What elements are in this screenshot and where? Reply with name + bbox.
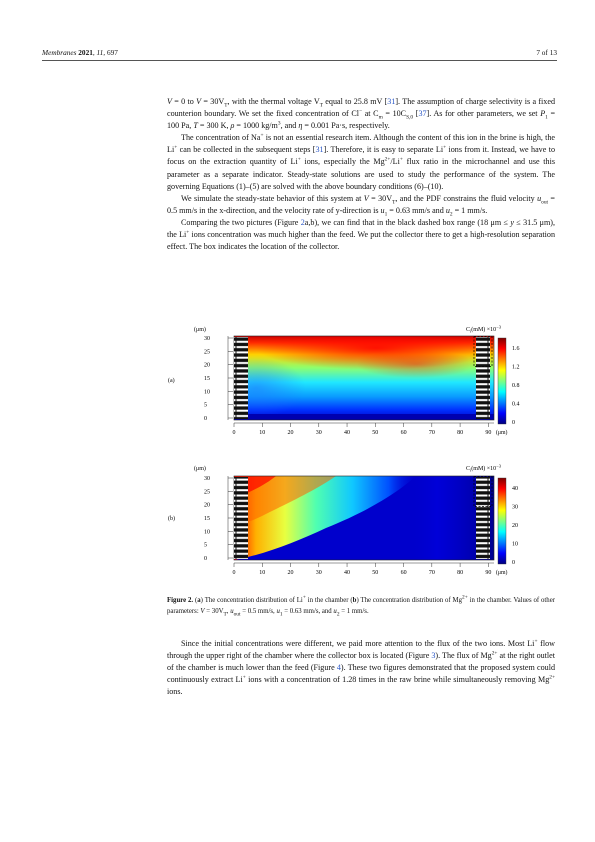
- x-tick-label: 90: [485, 570, 492, 576]
- citation-link[interactable]: 31: [315, 145, 324, 155]
- panel-b-x-unit: (μm): [496, 570, 508, 576]
- panel-b-colorbar-title: $C_i(mM) \times 10^{-3}$: [466, 463, 501, 473]
- figure-link[interactable]: 3: [431, 651, 436, 661]
- page-number: 7 of 13: [536, 48, 557, 57]
- x-tick-label: 20: [287, 430, 294, 436]
- x-tick-label: 0: [232, 570, 236, 576]
- panel-b-y-unit: (μm): [194, 466, 206, 472]
- x-tick-label: 70: [428, 570, 435, 576]
- body-text-top: [167, 96, 555, 253]
- panel-b-right-electrodes: [476, 477, 490, 559]
- x-tick-label: 10: [259, 570, 266, 576]
- y-tick-label: 30: [204, 476, 210, 482]
- colorbar-tick-label: 30: [512, 504, 518, 511]
- panel-b-tag: (b): [168, 516, 175, 522]
- panel-b-y-ticks: [204, 476, 233, 562]
- x-tick-label: 30: [315, 430, 322, 436]
- x-tick-label: 10: [259, 430, 266, 436]
- y-tick-label: 15: [204, 516, 210, 522]
- citation-link[interactable]: 31: [387, 97, 396, 106]
- paragraph-1: V = 0 to $V = 30V_T$, with the thermal voltage $V_T$ equal to 25.8 mV [31]. The assumption of charge selectivity is a fixed counterion boundary. We set the fixed concentration of Cl− at $C_m = 10C_{S,0}$ [37]. As for other parameters, we set $P_1 = 100$ Pa, T = 300 K, ρ = 1000 $kg/m^3$, and η = 0.001 Pa·s, respectively.: [167, 97, 556, 131]
- panel-a-x-unit: (μm): [496, 430, 508, 436]
- panel-b-colorbar: [498, 478, 506, 564]
- x-tick-label: 50: [372, 430, 379, 436]
- x-tick-label: 60: [400, 430, 407, 436]
- y-tick-label: 20: [204, 502, 210, 509]
- panel-a: [168, 325, 520, 437]
- panel-a-colorbar-title: $C_i(mM) \times 10^{-3}$: [466, 324, 501, 334]
- x-tick-label: 0: [232, 430, 236, 436]
- panel-a-x-ticks: [233, 423, 495, 436]
- x-tick-label: 60: [400, 570, 407, 576]
- panel-a-left-electrodes: [234, 337, 248, 419]
- y-tick-label: 0: [204, 416, 207, 422]
- panel-a-y-unit: (μm): [194, 327, 206, 333]
- panel-a-heatmap: [206, 326, 496, 420]
- x-tick-label: 40: [344, 570, 351, 576]
- header-rule: [42, 60, 557, 61]
- y-tick-label: 30: [204, 336, 210, 342]
- y-tick-label: 10: [204, 529, 210, 536]
- colorbar-tick-label: 0.8: [512, 383, 520, 389]
- body-text-bottom: [167, 638, 555, 698]
- colorbar-tick-label: 1.2: [512, 364, 520, 371]
- y-tick-label: 10: [204, 389, 210, 396]
- panel-a-colorbar: [498, 338, 506, 424]
- figure-link[interactable]: 4: [336, 663, 341, 673]
- x-tick-label: 40: [344, 430, 351, 436]
- x-tick-label: 30: [315, 570, 322, 576]
- x-tick-label: 50: [372, 570, 379, 576]
- panel-b: [168, 464, 518, 577]
- x-tick-label: 20: [287, 570, 294, 576]
- panel-b-x-ticks: [233, 563, 495, 576]
- colorbar-tick-label: 1.6: [512, 346, 520, 352]
- colorbar-tick-label: 10: [512, 541, 518, 548]
- panel-a-right-electrodes: [476, 337, 490, 419]
- paragraph-4: Comparing the two pictures (Figure 2a,b), we can find that in the black dashed box range (18 μm ≤ y ≤ 31.5 μm), the Li+ ions concentration was much higher than the feed. We put the collector there to get a high-resolution separation effect. The box indicates the location of the collector.: [167, 217, 555, 252]
- colorbar-tick-label: 20: [512, 523, 518, 529]
- y-tick-label: 5: [204, 402, 207, 409]
- journal-name: Membranes: [42, 48, 77, 57]
- figure-2: [166, 318, 546, 590]
- y-tick-label: 25: [204, 349, 210, 356]
- x-tick-label: 70: [428, 430, 435, 436]
- colorbar-tick-label: 40: [512, 486, 518, 492]
- panel-a-y-ticks: [204, 336, 233, 422]
- panel-b-left-electrodes: [234, 477, 248, 559]
- panel-a-tag: (a): [168, 378, 175, 384]
- paragraph-3: We simulate the steady-state behavior of this system at $V = 30V_T$, and the PDF constrains the fluid velocity $u_{out} = 0.5$ mm/s in the x-direction, and the velocity rate of y-direction is $u_1 = 0.63$ mm/s and $u_2 = 1$ mm/s.: [167, 193, 555, 218]
- x-tick-label: 90: [485, 430, 492, 436]
- panel-b-heatmap: [234, 476, 494, 560]
- y-tick-label: 0: [204, 556, 207, 562]
- citation-link[interactable]: 37: [418, 109, 427, 119]
- y-tick-label: 25: [204, 489, 210, 496]
- figure-link[interactable]: 2: [300, 217, 305, 227]
- colorbar-tick-label: 0.4: [512, 401, 520, 408]
- y-tick-label: 5: [204, 542, 207, 549]
- colorbar-tick-label: 0: [512, 420, 515, 426]
- colorbar-tick-label: 0: [512, 560, 515, 566]
- y-tick-label: 20: [204, 362, 210, 369]
- panel-b-colorbar-ticks: [512, 486, 518, 566]
- x-tick-label: 80: [457, 430, 464, 436]
- paragraph-5: Since the initial concentrations were different, we paid more attention to the flux of the two ions. Most Li+ flow through the upper right of the chamber where the collector box is located (Figure 3). The flux of $Mg^{2+}$ at the right outlet of the chamber is much lower than the feed (Figure 4). These two figures demonstrated that the proposed system could continuously extract Li+ ions with a concentration of 1.28 times in the raw brine while simultaneously removing $Mg^{2+}$ ions.: [167, 638, 556, 697]
- y-tick-label: 15: [204, 376, 210, 382]
- journal-year: 2021: [78, 48, 93, 57]
- figure-caption: Figure 2. (a) The concentration distribution of Li+ in the chamber (b) The concentration distribution of $Mg^{2+}$ in the chamber. Values of other parameters: $V = 30V_T$, $u_{out} = 0.5$ mm/s, $u_1 = 0.63$ mm/s, and $u_2 = 1$ mm/s.: [167, 594, 555, 617]
- x-tick-label: 80: [457, 570, 464, 576]
- panel-a-colorbar-ticks: [512, 346, 520, 426]
- paragraph-2: The concentration of Na+ is not an essential research item. Although the content of this ion in the brine is high, the Li+ can be collected in the subsequent steps [31]. Therefore, it is easy to separate Li+ ions from it. Instead, we have to focus on the extraction quantity of Li+ ions, especially the $Mg^{2+}/Li^+$ flux ratio in the microchannel and use this parameter as a separate indicator. Steady-state solutions are used to study the performance of the system. The governing Equations (1)–(5) are solved with the above boundary conditions (6)–(10).: [167, 132, 555, 191]
- article-number: 697: [106, 48, 118, 57]
- journal-volume: 11: [96, 48, 104, 57]
- running-header-citation: Membranes 2021, 11, 697: [42, 48, 118, 57]
